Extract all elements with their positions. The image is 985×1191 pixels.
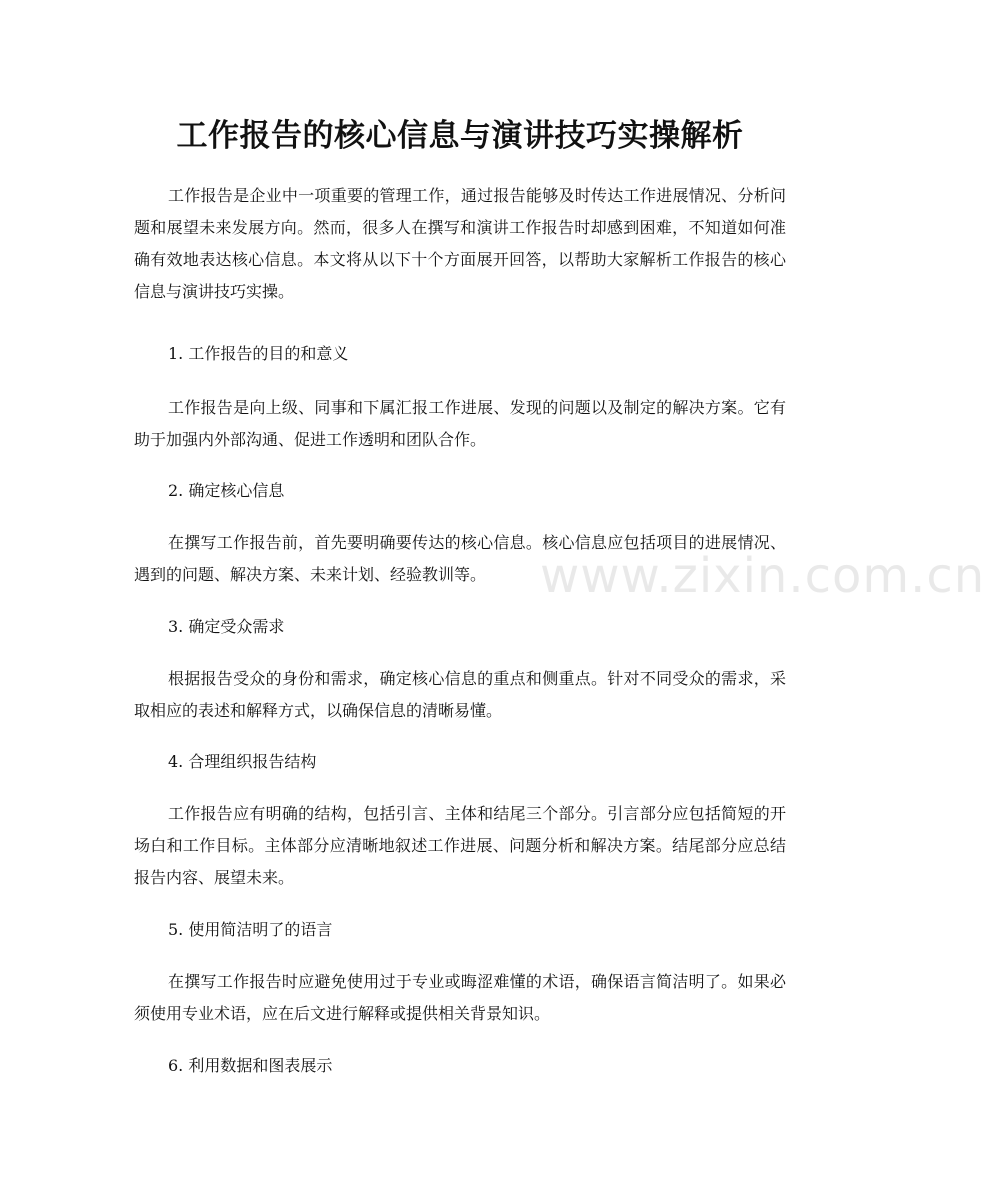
section-1-body: 工作报告是向上级、同事和下属汇报工作进展、发现的问题以及制定的解决方案。它有助于加强内外部沟通、促进工作透明和团队合作。 [134,398,786,449]
section-3-heading: 3. 确定受众需求 [168,617,285,636]
section-5-heading: 5. 使用简洁明了的语言 [168,920,333,939]
section-4-body: 工作报告应有明确的结构，包括引言、主体和结尾三个部分。引言部分应包括简短的开场白和工作目标。主体部分应清晰地叙述工作进展、问题分析和解决方案。结尾部分应总结报告内容、展望未来。 [134,804,786,887]
section-2-body: 在撰写工作报告前，首先要明确要传达的核心信息。核心信息应包括项目的进展情况、遇到的问题、解决方案、未来计划、经验教训等。 [134,533,786,584]
section-3-body: 根据报告受众的身份和需求，确定核心信息的重点和侧重点。针对不同受众的需求，采取相应的表述和解释方式，以确保信息的清晰易懂。 [134,669,786,720]
section-2-heading: 2. 确定核心信息 [168,481,285,500]
section-1-heading: 1. 工作报告的目的和意义 [168,344,349,363]
section-5-body: 在撰写工作报告时应避免使用过于专业或晦涩难懂的术语，确保语言简洁明了。如果必须使用专业术语，应在后文进行解释或提供相关背景知识。 [134,972,786,1023]
section-4-heading: 4. 合理组织报告结构 [168,752,317,771]
section-6-heading: 6. 利用数据和图表展示 [168,1056,333,1075]
document-title: 工作报告的核心信息与演讲技巧实操解析 [176,118,744,154]
intro-paragraph: 工作报告是企业中一项重要的管理工作，通过报告能够及时传达工作进展情况、分析问题和展望未来发展方向。然而，很多人在撰写和演讲工作报告时却感到困难，不知道如何准确有效地表达核心信息。本文将从以下十个方面展开回答，以帮助大家解析工作报告的核心信息与演讲技巧实操。 [134,186,786,301]
watermark-text: www.zixin.com.cn [540,548,985,604]
